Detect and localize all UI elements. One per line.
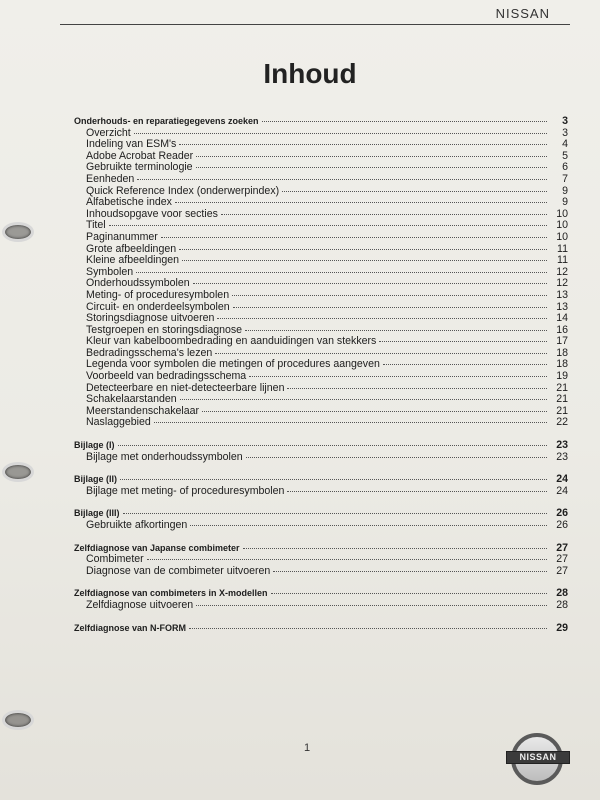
toc-entry-label: Storingsdiagnose uitvoeren bbox=[86, 312, 215, 325]
toc-heading-label: Zelfdiagnose van Japanse combimeter bbox=[74, 542, 240, 553]
toc-entry-page: 10 bbox=[556, 207, 568, 220]
dot-leader bbox=[109, 225, 547, 226]
dot-leader bbox=[180, 399, 547, 400]
dot-leader bbox=[123, 513, 547, 514]
toc-heading-page: 29 bbox=[556, 621, 568, 634]
dot-leader bbox=[147, 559, 547, 560]
toc-entry bbox=[74, 371, 568, 383]
toc-entry bbox=[74, 197, 568, 209]
toc-entry-page: 22 bbox=[556, 416, 568, 429]
toc-entry-label: Overzicht bbox=[86, 126, 131, 139]
toc-entry-page: 21 bbox=[556, 381, 568, 394]
toc-entry-page: 12 bbox=[556, 277, 568, 290]
toc-entry-label: Onderhoudssymbolen bbox=[86, 277, 190, 290]
toc-entry-page: 18 bbox=[556, 358, 568, 371]
toc-entry bbox=[74, 486, 568, 498]
dot-leader bbox=[232, 295, 547, 296]
toc-heading-page: 23 bbox=[556, 439, 568, 452]
toc-heading-label: Zelfdiagnose van N-FORM bbox=[74, 622, 187, 633]
dot-leader bbox=[175, 202, 547, 203]
toc-entry-label: Combimeter bbox=[86, 553, 144, 566]
binder-rings bbox=[0, 0, 40, 800]
toc-entry-page: 11 bbox=[557, 242, 568, 255]
toc-heading-label: Bijlage (I) bbox=[74, 440, 115, 451]
toc-heading bbox=[74, 116, 568, 128]
toc-entry bbox=[74, 174, 568, 186]
dot-leader bbox=[383, 364, 547, 365]
toc-entry-label: Meting- of proceduresymbolen bbox=[86, 288, 230, 301]
toc-entry-page: 13 bbox=[556, 288, 568, 301]
toc-entry-label: Symbolen bbox=[86, 265, 134, 278]
page-title: Inhoud bbox=[263, 58, 357, 89]
toc-heading-label: Onderhouds- en reparatiegegevens zoeken bbox=[74, 116, 259, 126]
toc-entry-page: 14 bbox=[556, 312, 568, 325]
dot-leader bbox=[193, 283, 547, 284]
dot-leader bbox=[179, 249, 547, 250]
toc-entry-page: 3 bbox=[562, 126, 568, 139]
toc-entry-label: Kleine afbeeldingen bbox=[86, 254, 180, 267]
toc-entry-label: Voorbeeld van bedradingsschema bbox=[86, 370, 247, 383]
toc-entry-page: 11 bbox=[557, 254, 568, 267]
dot-leader bbox=[189, 628, 547, 629]
toc-entry-page: 17 bbox=[556, 335, 568, 348]
binder-ring bbox=[2, 222, 34, 242]
toc-entry bbox=[74, 520, 568, 532]
toc-entry-label: Indeling van ESM's bbox=[86, 138, 177, 151]
nissan-logo bbox=[506, 730, 572, 796]
logo-text: NISSAN bbox=[506, 751, 570, 764]
dot-leader bbox=[262, 121, 547, 122]
toc-entry-label: Detecteerbare en niet-detecteerbare lijnen bbox=[86, 381, 285, 394]
toc-entry-label: Diagnose van de combimeter uitvoeren bbox=[86, 564, 271, 577]
toc-heading-label: Zelfdiagnose van combimeters in X-modellen bbox=[74, 588, 268, 599]
toc-entry-label: Bijlage met meting- of proceduresymbolen bbox=[86, 484, 285, 497]
toc-section bbox=[74, 508, 568, 531]
toc-entry-label: Legenda voor symbolen die metingen of procedures aangeven bbox=[86, 358, 380, 371]
toc-heading-page: 26 bbox=[556, 507, 568, 520]
toc-entry-page: 4 bbox=[562, 138, 568, 151]
dot-leader bbox=[202, 411, 547, 412]
toc-heading-label: Bijlage (III) bbox=[74, 508, 120, 519]
toc-section bbox=[74, 440, 568, 463]
toc-entry bbox=[74, 600, 568, 612]
toc-entry-page: 9 bbox=[562, 196, 568, 209]
table-of-contents bbox=[74, 116, 568, 645]
toc-entry-page: 23 bbox=[556, 450, 568, 463]
dot-leader bbox=[221, 214, 547, 215]
toc-heading-page: 28 bbox=[556, 587, 568, 600]
toc-heading bbox=[74, 623, 568, 635]
toc-entry-label: Bijlage met onderhoudssymbolen bbox=[86, 450, 243, 463]
dot-leader bbox=[182, 260, 547, 261]
dot-leader bbox=[196, 167, 547, 168]
dot-leader bbox=[161, 237, 547, 238]
toc-entry bbox=[74, 209, 568, 221]
toc-section bbox=[74, 588, 568, 611]
dot-leader bbox=[249, 376, 547, 377]
dot-leader bbox=[137, 179, 547, 180]
toc-entry-page: 9 bbox=[562, 184, 568, 197]
toc-entry-label: Inhoudsopgave voor secties bbox=[86, 207, 218, 220]
dot-leader bbox=[243, 548, 547, 549]
dot-leader bbox=[245, 330, 547, 331]
toc-entry-label: Kleur van kabelboombedrading en aanduidingen van stekkers bbox=[86, 335, 377, 348]
toc-heading-page: 3 bbox=[562, 115, 568, 127]
toc-entry bbox=[74, 566, 568, 578]
dot-leader bbox=[271, 593, 547, 594]
toc-entry-label: Grote afbeeldingen bbox=[86, 242, 177, 255]
header-rule bbox=[60, 24, 570, 25]
header-brand: NISSAN bbox=[495, 6, 550, 21]
binder-ring bbox=[2, 710, 34, 730]
toc-entry-label: Testgroepen en storingsdiagnose bbox=[86, 323, 243, 336]
toc-entry-page: 21 bbox=[556, 404, 568, 417]
toc-entry-label: Gebruikte terminologie bbox=[86, 161, 193, 174]
toc-entry-label: Zelfdiagnose uitvoeren bbox=[86, 598, 194, 611]
toc-entry-label: Naslaggebied bbox=[86, 416, 151, 429]
toc-entry-label: Alfabetische index bbox=[86, 196, 172, 209]
dot-leader bbox=[215, 353, 547, 354]
dot-leader bbox=[379, 341, 547, 342]
toc-entry-label: Circuit- en onderdeelsymbolen bbox=[86, 300, 230, 313]
toc-heading bbox=[74, 440, 568, 452]
toc-heading-page: 27 bbox=[556, 541, 568, 554]
dot-leader bbox=[118, 445, 547, 446]
dot-leader bbox=[273, 571, 547, 572]
dot-leader bbox=[154, 422, 547, 423]
dot-leader bbox=[196, 605, 547, 606]
toc-entry-page: 10 bbox=[556, 230, 568, 243]
toc-entry-page: 18 bbox=[556, 346, 568, 359]
toc-entry-label: Quick Reference Index (onderwerpindex) bbox=[86, 184, 280, 197]
footer-page-number: 1 bbox=[304, 742, 311, 754]
dot-leader bbox=[287, 388, 547, 389]
toc-section bbox=[74, 623, 568, 635]
toc-entry-page: 27 bbox=[556, 564, 568, 577]
dot-leader bbox=[179, 144, 547, 145]
toc-entry bbox=[74, 162, 568, 174]
toc-entry-label: Titel bbox=[86, 219, 106, 232]
toc-entry bbox=[74, 232, 568, 244]
toc-heading-label: Bijlage (II) bbox=[74, 474, 118, 485]
toc-entry-page: 6 bbox=[562, 161, 568, 174]
toc-entry bbox=[74, 290, 568, 302]
toc-entry-page: 28 bbox=[556, 598, 568, 611]
toc-entry-page: 21 bbox=[556, 393, 568, 406]
toc-entry-page: 27 bbox=[556, 553, 568, 566]
dot-leader bbox=[190, 525, 547, 526]
toc-entry-label: Paginanummer bbox=[86, 230, 158, 243]
toc-entry-label: Schakelaarstanden bbox=[86, 393, 177, 406]
dot-leader bbox=[120, 479, 547, 480]
toc-entry bbox=[74, 313, 568, 325]
dot-leader bbox=[246, 457, 547, 458]
toc-entry-page: 24 bbox=[556, 484, 568, 497]
toc-entry-page: 5 bbox=[562, 149, 568, 162]
dot-leader bbox=[134, 133, 547, 134]
toc-entry-page: 26 bbox=[556, 519, 568, 531]
toc-entry-page: 7 bbox=[562, 172, 568, 185]
dot-leader bbox=[196, 156, 547, 157]
toc-entry-page: 19 bbox=[556, 370, 568, 383]
toc-section bbox=[74, 543, 568, 578]
dot-leader bbox=[282, 191, 547, 192]
toc-entry-page: 10 bbox=[556, 219, 568, 232]
toc-entry-label: Adobe Acrobat Reader bbox=[86, 149, 194, 162]
toc-entry-label: Bedradingsschema's lezen bbox=[86, 346, 213, 359]
toc-entry-label: Meerstandenschakelaar bbox=[86, 404, 200, 417]
toc-heading-page: 24 bbox=[556, 473, 568, 486]
toc-entry-page: 13 bbox=[556, 300, 568, 313]
toc-section bbox=[74, 116, 568, 429]
binder-ring bbox=[2, 462, 34, 482]
toc-entry bbox=[74, 452, 568, 464]
toc-entry bbox=[74, 417, 568, 429]
dot-leader bbox=[287, 491, 547, 492]
toc-heading bbox=[74, 543, 568, 555]
toc-entry-label: Gebruikte afkortingen bbox=[86, 519, 188, 531]
dot-leader bbox=[136, 272, 547, 273]
toc-entry-page: 16 bbox=[556, 323, 568, 336]
toc-entry-label: Eenheden bbox=[86, 172, 135, 185]
dot-leader bbox=[217, 318, 547, 319]
toc-section bbox=[74, 474, 568, 497]
toc-entry-page: 12 bbox=[556, 265, 568, 278]
dot-leader bbox=[233, 307, 547, 308]
toc-entry bbox=[74, 255, 568, 267]
